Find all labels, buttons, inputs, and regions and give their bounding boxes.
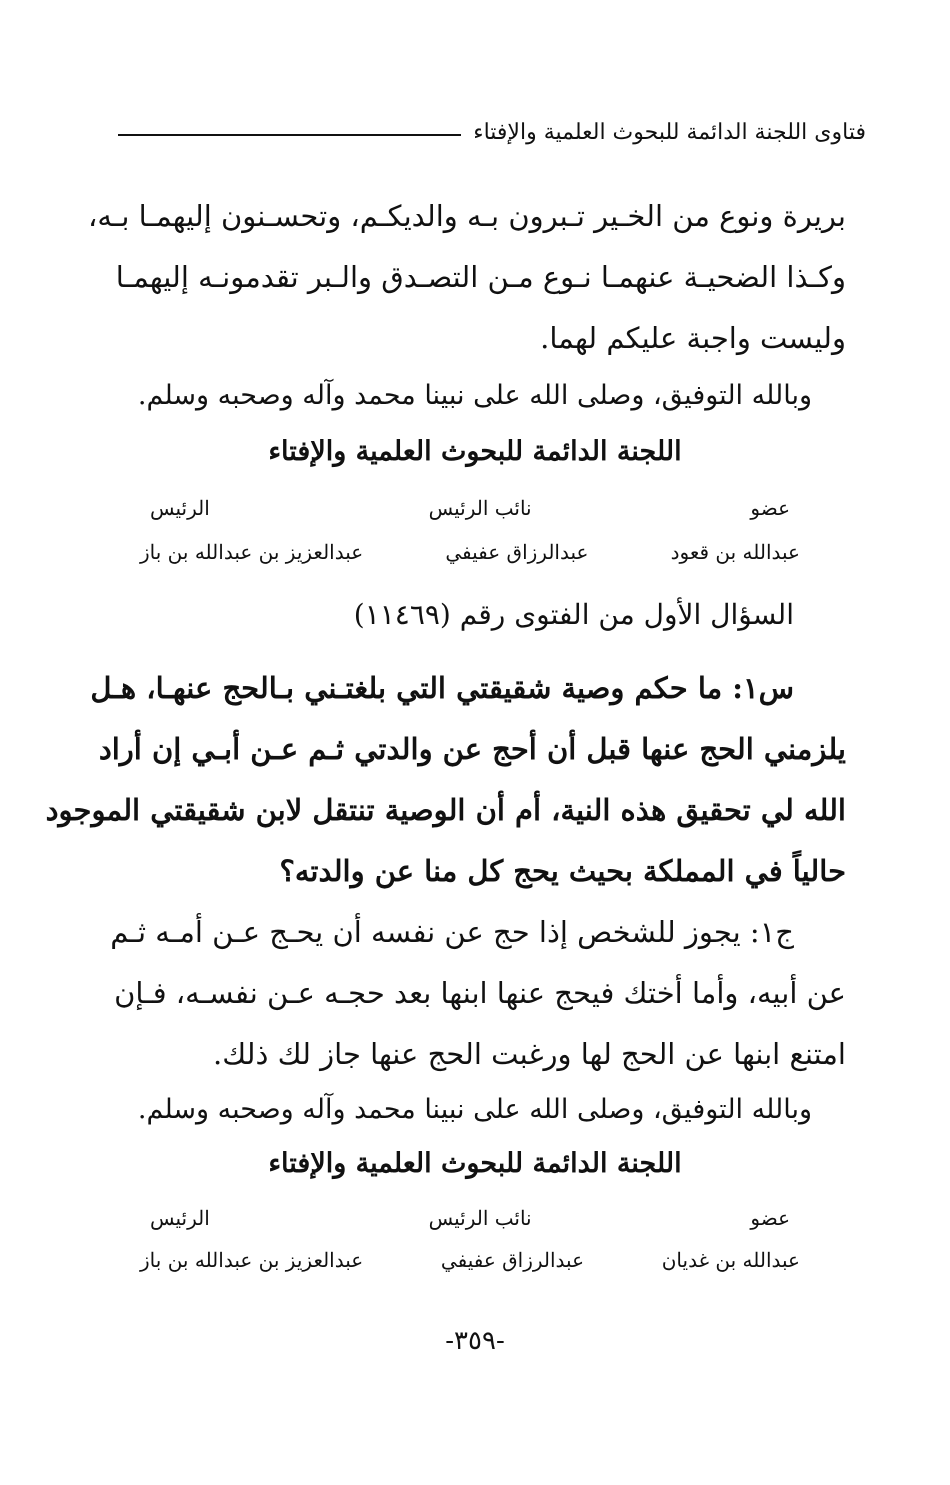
intro-line: بريرة ونوع من الخـير تـبرون بـه والديكـم، وتحسـنون إليهمـا بـه، xyxy=(87,199,846,233)
running-title: فتاوى اللجنة الدائمة للبحوث العلمية والإفتاء xyxy=(473,119,866,145)
name-president: عبدالعزيز بن عبدالله بن باز xyxy=(140,1248,364,1272)
name-president: عبدالعزيز بن عبدالله بن باز xyxy=(140,540,364,564)
signatory-titles-1 xyxy=(150,496,790,520)
question-line: الله لي تحقيق هذه النية، أم أن الوصية تنتقل لابن شقيقتي الموجود xyxy=(45,793,846,827)
name-member: عبدالله بن قعود xyxy=(670,540,800,564)
answer-paragraph xyxy=(110,902,846,1085)
question-line: حالياً في المملكة بحيث يحج كل منا عن والدته؟ xyxy=(279,854,846,888)
question-line: يلزمني الحج عنها قبل أن أحج عن والدتي ثـم عـن أبـي إن أراد xyxy=(98,732,846,766)
signatory-names-1 xyxy=(140,540,800,564)
running-header xyxy=(118,112,866,152)
signatory-titles-2 xyxy=(150,1206,790,1230)
header-rule xyxy=(118,134,461,136)
question-reference: السؤال الأول من الفتوى رقم (١١٤٦٩) xyxy=(353,598,794,631)
name-vice-president: عبدالرزاق عفيفي xyxy=(440,1248,585,1272)
closing-formula-1: وبالله التوفيق، وصلى الله على نبينا محمد وآله وصحبه وسلم. xyxy=(137,380,813,411)
title-president: الرئيس xyxy=(150,1206,210,1230)
intro-line: وكـذا الضحيـة عنهمـا نـوع مـن التصـدق والـبر تقدمونـه إليهمـا xyxy=(115,260,846,294)
page-number: -٣٥٩- xyxy=(445,1326,505,1356)
title-vice-president: نائب الرئيس xyxy=(428,496,532,520)
title-member: عضو xyxy=(750,496,790,520)
question-paragraph xyxy=(45,658,846,902)
closing-formula-2: وبالله التوفيق، وصلى الله على نبينا محمد وآله وصحبه وسلم. xyxy=(137,1094,813,1125)
title-president: الرئيس xyxy=(150,496,210,520)
answer-line: ج١: يجوز للشخص إذا حج عن نفسه أن يحـج عـن أمـه ثـم xyxy=(110,915,794,949)
title-member: عضو xyxy=(750,1206,790,1230)
intro-paragraph xyxy=(87,186,846,369)
title-vice-president: نائب الرئيس xyxy=(428,1206,532,1230)
committee-name-1: اللجنة الدائمة للبحوث العلمية والإفتاء xyxy=(268,436,682,467)
name-vice-president: عبدالرزاق عفيفي xyxy=(445,540,589,564)
committee-name-2: اللجنة الدائمة للبحوث العلمية والإفتاء xyxy=(268,1148,682,1179)
question-line: س١: ما حكم وصية شقيقتي التي بلغتـني بـالحج عنهـا، هـل xyxy=(90,671,794,705)
answer-line: امتنع ابنها عن الحج لها ورغبت الحج عنها جاز لك ذلك. xyxy=(213,1037,846,1071)
name-member: عبدالله بن غديان xyxy=(661,1248,800,1272)
intro-line: وليست واجبة عليكم لهما. xyxy=(540,321,846,355)
signatory-names-2 xyxy=(140,1248,800,1272)
answer-line: عن أبيه، وأما أختك فيحج عنها ابنها بعد حجـه عـن نفسـه، فـإن xyxy=(114,976,846,1010)
